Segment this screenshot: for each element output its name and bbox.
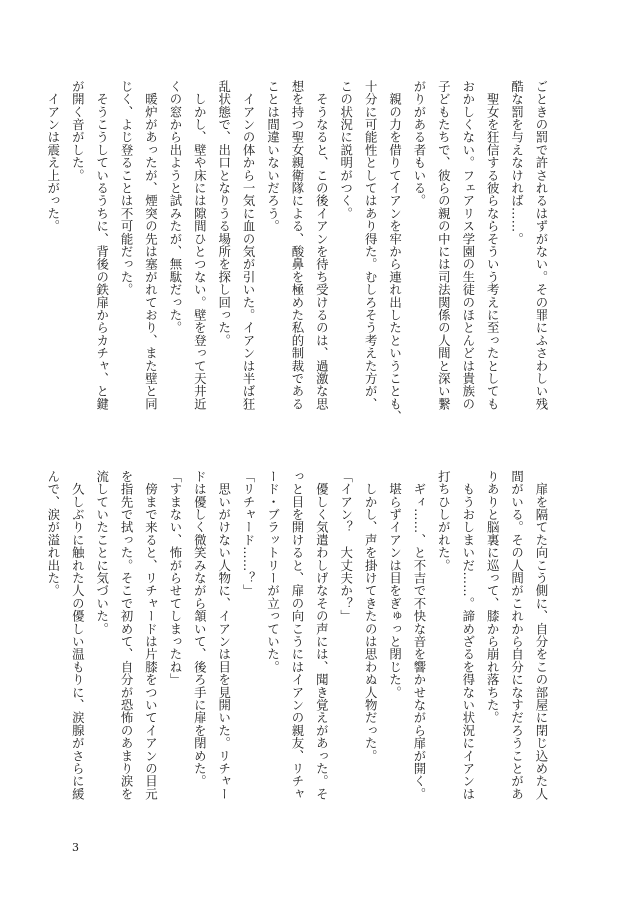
text-line: しかし、声を掛けてきたのは思わぬ人物だった。: [363, 470, 379, 763]
text-line: 優しく気遣わしげなその声には、聞き覚えがあった。そ: [314, 470, 330, 801]
text-line: 暖炉があったが、煙突の先は塞がれており、また壁と同: [143, 80, 159, 411]
text-line: くの窓から出ようと試みたが、無駄だった。: [167, 80, 183, 334]
text-line: イアンは震え上がった。: [45, 80, 61, 233]
text-line: 聖女を狂信する彼らならそういう考えに至ったとしても: [485, 80, 501, 411]
text-line: 打ちひしがれた。: [436, 470, 452, 572]
text-line: 傍まで来ると、リチャードは片膝をついてイアンの目元: [143, 470, 159, 801]
text-line: がりがある者もいる。: [411, 80, 427, 207]
text-line: 「リチャード……？」: [241, 470, 257, 597]
text-line: 「イアン？ 大丈夫か？」: [338, 470, 354, 623]
text-line: ギィ……、と不吉で不快な音を響かせながら扉が開く。: [411, 470, 427, 801]
text-line: 乱状態で、出口となりうる場所を探し回った。: [216, 80, 232, 347]
text-block-upper: [40, 80, 553, 450]
text-line: 親の力を借りてイアンを牢から連れ出したということも、: [387, 80, 403, 423]
text-line: そうなると、この後イアンを待ち受けるのは、過激な思: [314, 80, 330, 411]
text-line: を指先で拭った。そこで初めて、自分が恐怖のあまり涙を: [119, 470, 135, 801]
text-line: 想を持つ聖女親衛隊による、酸鼻を極めた私的制裁である: [289, 80, 305, 411]
text-line: ことは間違いないだろう。: [265, 80, 281, 233]
text-line: 酷な罰を与えなければ……。: [509, 80, 525, 246]
text-line: 子どもたちで、彼らの親の中には司法関係の人間と深い繋: [436, 80, 452, 411]
text-line: んで、涙が溢れ出た。: [45, 470, 61, 597]
text-line: おかしくない。フェアリス学園の生徒のほとんどは貴族の: [460, 80, 476, 411]
text-block-lower: [40, 470, 553, 840]
text-line: 間がいる。その人間がこれから自分になすだろうことがあ: [509, 470, 525, 801]
text-line: 扉を隔てた向こう側に、自分をこの部屋に閉じ込めた人: [534, 470, 549, 801]
text-line: 十分に可能性としてはあり得た。むしろそう考えた方が、: [363, 80, 379, 411]
text-line: しかし、壁や床には隙間ひとつない。壁を登って天井近: [192, 80, 208, 411]
text-line: が開く音がした。: [70, 80, 86, 182]
text-line: 久しぶりに触れた人の優しい温もりに、涙腺がさらに緩: [70, 470, 86, 801]
text-line: この状況に説明がつく。: [338, 80, 354, 220]
text-line: イアンの体から一気に血の気が引いた。イアンは半ば狂: [241, 80, 257, 411]
text-line: ごときの罰で許されるはずがない。その罪にふさわしい残: [534, 80, 549, 411]
text-line: りありと脳裏に巡って、膝から崩れ落ちた。: [485, 470, 501, 724]
page-number: 3: [72, 841, 79, 854]
text-line: 「すまない、怖がらせてしまったね」: [167, 470, 183, 686]
text-line: ドは優しく微笑みながら頷いて、後ろ手に扉を閉めた。: [192, 470, 208, 788]
text-line: もうおしまいだ……。諦めざるを得ない状況にイアンは: [460, 470, 476, 801]
text-line: そうこうしているうちに、背後の鉄扉からカチャ、と鍵: [94, 80, 110, 411]
text-line: っと目を開けると、扉の向こうにはイアンの親友、リチャ: [289, 470, 305, 801]
text-line: ード・ブラットリーが立っていた。: [265, 470, 281, 674]
text-line: じく、よじ登ることは不可能だった。: [119, 80, 135, 296]
text-line: 思いがけない人物に、イアンは目を見開いた。リチャー: [216, 470, 232, 801]
text-line: 流していたことに気づいた。: [94, 470, 110, 636]
text-line: 堪らずイアンは目をぎゅっと閉じた。: [387, 470, 403, 699]
